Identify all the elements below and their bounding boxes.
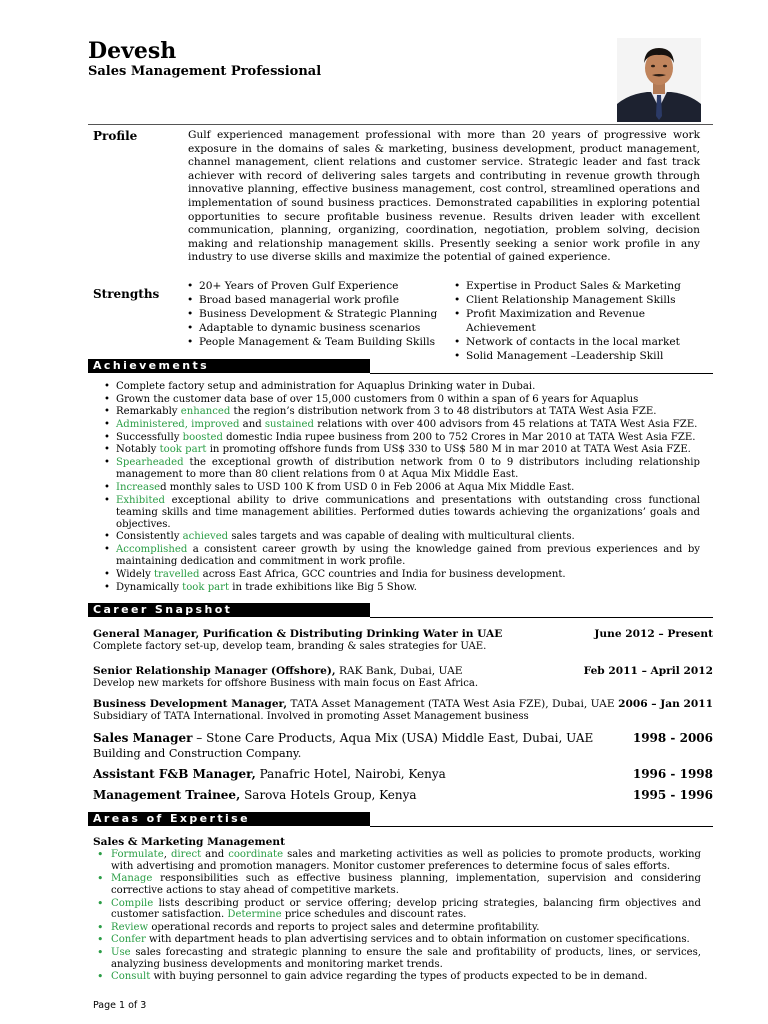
bullet-icon: • — [97, 896, 104, 910]
list-item: • 20+ Years of Proven Gulf Experience — [187, 280, 399, 292]
list-item: • Complete factory setup and administration for Aquaplus Drinking water in Dubai. — [104, 381, 536, 392]
list-item: • Consistently achieved sales targets and was capable of dealing with multicultural clients. — [104, 531, 575, 543]
bullet-icon: • — [97, 945, 104, 959]
list-item: • Widely travelled across East Africa, GCC countries and India for business development. — [104, 568, 566, 580]
strengths-list-right — [454, 280, 711, 363]
bullet-icon: • — [104, 568, 110, 580]
list-item: • Confer with department heads to plan advertising services and to obtain information on customer specifications. — [97, 933, 690, 947]
list-item: • Broad based managerial work profile — [187, 293, 399, 306]
career-rule — [370, 617, 713, 618]
achievements-rule — [370, 373, 713, 374]
list-item: • Administered, improved and sustained relations with over 400 advisors from 45 relations at TATA West Asia FZE. — [104, 419, 698, 431]
bullet-icon: • — [187, 307, 194, 320]
list-item: • Remarkably enhanced the region’s distribution network from 3 to 48 distributors at TATA West Asia FZE. — [104, 406, 657, 418]
job-entry: Management Trainee, Sarova Hotels Group, Kenya 1995 - 1996 — [93, 788, 713, 802]
candidate-name: Devesh — [88, 38, 177, 64]
job-description: Building and Construction Company. — [93, 747, 302, 760]
bullet-icon: • — [104, 481, 110, 493]
list-item: • Notably took part in promoting offshore funds from US$ 330 to US$ 580 M in mar 2010 at TATA West Asia FZE. — [104, 444, 691, 456]
list-item: • Dynamically took part in trade exhibitions like Big 5 Show. — [104, 581, 417, 593]
expertise-heading: Areas of Expertise — [88, 812, 370, 826]
list-item: • Manage responsibilities such as effective business planning, implementation, supervision and considering corrective actions to stay ahead of competitive markets. — [97, 872, 701, 897]
list-item: • Accomplished a consistent career growth by using the knowledge gained from previous experiences and by maintaining dedication and commitment in work profile. — [104, 544, 700, 568]
bullet-icon: • — [104, 444, 110, 456]
bullet-icon: • — [97, 872, 104, 886]
job-entry: Assistant F&B Manager, Panafric Hotel, Nairobi, Kenya 1996 - 1998 — [93, 767, 713, 781]
expertise-rule — [370, 826, 713, 827]
list-item: • Adaptable to dynamic business scenarios — [187, 321, 421, 334]
job-date: 1996 - 1998 — [632, 767, 713, 781]
job-description: Complete factory set-up, develop team, branding & sales strategies for UAE. — [93, 641, 487, 652]
profile-text: Gulf experienced management professional with more than 20 years of progressive work exposure in the domains of sales & marketing, business development, product management, channel management, client relations and customer service. Strategic leader and fast track achiever with record of delivering sales targets and contributing in revenue growth through innovative planning, effective business management, cost control, streamlined operations and implementation of sound business practices. Demonstrated capabilities in exploring potential opportunities to secure profitable business revenue. Results driven leader with excellent communication, planning, organizing, coordination, negotiation, problem solving, decision making and relationship management skills. Presently seeking a senior work profile in any industry to use diverse skills and maximize the potential of gained experience. — [188, 129, 700, 264]
bullet-icon: • — [97, 848, 104, 861]
list-item: • Increased monthly sales to USD 100 K from USD 0 in Feb 2006 at Aqua Mix Middle East. — [104, 481, 575, 493]
job-description: Subsidiary of TATA International. Involved in promoting Asset Management business — [93, 711, 529, 722]
list-item: • Consult with buying personnel to gain advice regarding the types of products expected to be in demand. — [97, 970, 648, 984]
bullet-icon: • — [104, 531, 110, 543]
job-entry: Sales Manager – Stone Care Products, Aqua Mix (USA) Middle East, Dubai, UAE 1998 - 2006 Building and Construction Company. — [93, 731, 713, 760]
bullet-icon: • — [104, 457, 110, 469]
expertise-subheading: Sales & Marketing Management — [93, 836, 286, 848]
bullet-icon: • — [104, 381, 110, 392]
job-entry: Business Development Manager, TATA Asset Management (TATA West Asia FZE), Dubai, UAE 2006 – Jan 2011 Subsidiary of TATA International. Involved in promoting Asset Management business — [93, 698, 713, 722]
career-heading: Career Snapshot — [88, 603, 370, 617]
list-item: • People Management & Team Building Skills — [187, 335, 436, 348]
bullet-icon: • — [97, 970, 104, 984]
job-date: Feb 2011 – April 2012 — [583, 665, 713, 677]
bullet-icon: • — [104, 494, 110, 506]
bullet-icon: • — [187, 293, 194, 306]
bullet-icon: • — [187, 280, 194, 292]
list-item: • Business Development & Strategic Planning — [187, 307, 438, 320]
bullet-icon: • — [187, 321, 194, 334]
bullet-icon: • — [97, 920, 104, 934]
achievements-list — [104, 381, 700, 594]
page-number: Page 1 of 3 — [93, 1000, 147, 1011]
job-date: 1998 - 2006 — [632, 731, 713, 745]
expertise-list — [97, 848, 702, 984]
job-entry: Senior Relationship Manager (Offshore), RAK Bank, Dubai, UAE Feb 2011 – April 2012 Develop new markets for offshore Business with main focus on East Africa. — [93, 665, 713, 689]
achievements-heading: Achievements — [88, 359, 370, 373]
job-date: June 2012 – Present — [594, 628, 713, 640]
list-item: • Solid Management –Leadership Skill — [454, 349, 664, 362]
list-item: • Exhibited exceptional ability to drive communications and presentations with outstanding cross functional teaming skills and time management abilities. Performed duties towards achieving the organizations’ goals and objectives. — [104, 494, 700, 530]
bullet-icon: • — [454, 280, 461, 292]
bullet-icon: • — [104, 419, 110, 431]
bullet-icon: • — [104, 393, 110, 405]
job-date: 2006 – Jan 2011 — [618, 698, 713, 710]
list-item: • Compile lists describing product or service offering; develop pricing strategies, balancing firm objectives and customer satisfaction. Determine price schedules and discount rates. — [97, 896, 701, 921]
job-entry: General Manager, Purification & Distributing Drinking Water in UAE June 2012 – Present Complete factory set-up, develop team, branding & sales strategies for UAE. — [93, 628, 713, 652]
job-description: Develop new markets for offshore Business with main focus on East Africa. — [93, 678, 479, 689]
list-item: • Client Relationship Management Skills — [454, 293, 676, 306]
list-item: • Profit Maximization and Revenue Achievement — [454, 307, 646, 334]
list-item: • Review operational records and reports to project sales and determine profitability. — [97, 920, 540, 934]
list-item: • Expertise in Product Sales & Marketing — [454, 280, 681, 292]
bullet-icon: • — [104, 544, 110, 556]
bullet-icon: • — [454, 349, 461, 362]
candidate-title: Sales Management Professional — [88, 64, 322, 79]
list-item: • Network of contacts in the local market — [454, 335, 680, 348]
bullet-icon: • — [104, 406, 110, 418]
list-item: • Use sales forecasting and strategic planning to ensure the sale and profitability of products, lines, or services, analyzing business developments and monitoring market trends. — [97, 945, 701, 970]
strengths-label: Strengths — [93, 287, 160, 301]
bullet-icon: • — [97, 933, 104, 947]
bullet-icon: • — [187, 335, 194, 348]
bullet-icon: • — [454, 335, 461, 348]
bullet-icon: • — [454, 307, 461, 320]
strengths-list-left — [187, 280, 449, 350]
list-item: • Successfully boosted domestic India rupee business from 200 to 752 Crores in Mar 2010 at TATA West Asia FZE. — [104, 431, 696, 443]
job-date: 1995 - 1996 — [632, 788, 713, 802]
bullet-icon: • — [104, 431, 110, 443]
list-item: • Formulate, direct and coordinate sales and marketing activities as well as policies to promote products, working with advertising and promotion managers. Monitor customer preferences to determine focus of sales efforts. — [97, 848, 702, 872]
bullet-icon: • — [104, 581, 110, 593]
list-item: • Grown the customer data base of over 15,000 customers from 0 within a span of 6 years for Aquaplus — [104, 393, 639, 405]
profile-photo — [617, 38, 701, 122]
profile-label: Profile — [93, 129, 138, 143]
header-divider — [88, 124, 713, 125]
list-item: • Spearheaded the exceptional growth of distribution network from 0 to 9 distributors including relationship management to more than 80 client relations from 0 at Aqua Mix Middle East. — [104, 457, 700, 481]
bullet-icon: • — [454, 293, 461, 306]
